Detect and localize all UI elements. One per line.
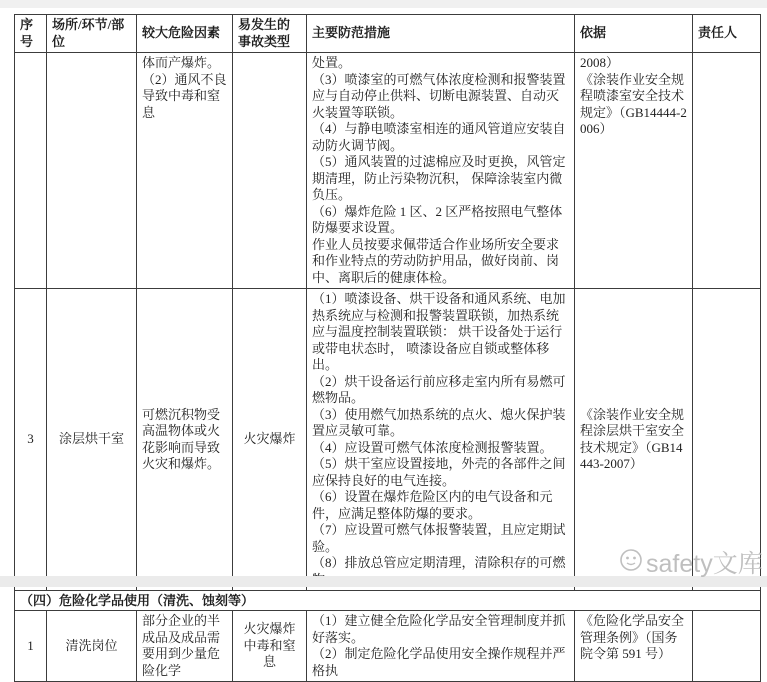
cell-basis: 2008） 《涂装作业安全规程喷漆室安全技术规定》（GB14444-2006）: [575, 53, 693, 289]
cell-seq: 3: [15, 289, 47, 591]
cell-basis: 《涂装作业安全规程涂层烘干室安全技术规定》（GB14443-2007）: [575, 289, 693, 591]
section-header-row: [15, 591, 761, 611]
cell-seq: 1: [15, 611, 47, 682]
cell-location: 涂层烘干室: [47, 289, 137, 591]
cell-owner: [693, 289, 761, 591]
cell-hazard: 部分企业的半成品及成品需要用到少量危险化学: [137, 611, 233, 682]
cell-seq: [15, 53, 47, 289]
cell-location: [47, 53, 137, 289]
table-header-row: [15, 15, 761, 53]
table-row: [15, 53, 761, 289]
page-bottom-margin: [0, 576, 767, 587]
page-top-margin: [0, 0, 767, 8]
col-header-basis: 依据: [575, 15, 693, 53]
cell-measures: 处置。 （3）喷漆室的可燃气体浓度检测和报警装置应与自动停止供料、切断电源装置、自动灭火装置等联锁。 （4）与静电喷漆室相连的通风管道应安装自动防火调节阀。 （5）通风装置的过滤棉应及时更换，风管定期清理，防止污染物沉积， 保障涂装室内微负压。 （6）爆炸危险 1 区、2 区严格按照电气整体防爆要求设置。 作业人员按要求佩带适合作业场所安全要求和作业特点的劳动防护用品，做好岗前、岗中、离职后的健康体检。: [307, 53, 575, 289]
section-header: （四）危险化学品使用（清洗、蚀刻等）: [15, 591, 761, 611]
col-header-hazard: 较大危险因素: [137, 15, 233, 53]
cell-basis: 《危险化学品安全管理条例》（国务院令第 591 号）: [575, 611, 693, 682]
table-row: [15, 289, 761, 591]
col-header-seq: 序号: [15, 15, 47, 53]
col-header-owner: 责任人: [693, 15, 761, 53]
watermark-text: safety文库: [646, 550, 763, 578]
cell-measures: （1）喷漆设备、烘干设备和通风系统、电加热系统应与检测和报警装置联锁，加热系统应与温度控制装置联锁： 烘干设备处于运行或带电状态时， 喷漆设备应自锁或整体移出。 （2）烘干设备运行前应移走室内所有易燃可燃物品。 （3）使用燃气加热系统的点火、熄火保护装置应灵敏可靠。 （4）应设置可燃气体浓度检测报警装置。 （5）烘干室应设置接地，外壳的各部件之间应保持良好的电气连接。 （6）设置在爆炸危险区内的电气设备和元件，应满足整体防爆的要求。 （7）应设置可燃气体报警装置，且应定期试验。 （8）排放总管应定期清理，清除积存的可燃: [307, 289, 575, 591]
cell-accident-type: 火灾爆炸: [233, 289, 307, 591]
cell-accident-type: 火灾爆炸 中毒和窒息: [233, 611, 307, 682]
cell-hazard: 体而产爆炸。 （2）通风不良导致中毒和窒息: [137, 53, 233, 289]
col-header-accident-type: 易发生的事故类型: [233, 15, 307, 53]
col-header-measures: 主要防范措施: [307, 15, 575, 53]
cell-location: 清洗岗位: [47, 611, 137, 682]
table-row: [15, 611, 761, 682]
cell-accident-type: [233, 53, 307, 289]
cell-owner: [693, 611, 761, 682]
cell-hazard: 可燃沉积物受高温物体或火花影响而导致火灾和爆炸。: [137, 289, 233, 591]
col-header-location: 场所/环节/部位: [47, 15, 137, 53]
cell-owner: [693, 53, 761, 289]
cell-measures: （1）建立健全危险化学品安全管理制度并抓好落实。 （2）制定危险化学品使用安全操作规程并严格执: [307, 611, 575, 682]
